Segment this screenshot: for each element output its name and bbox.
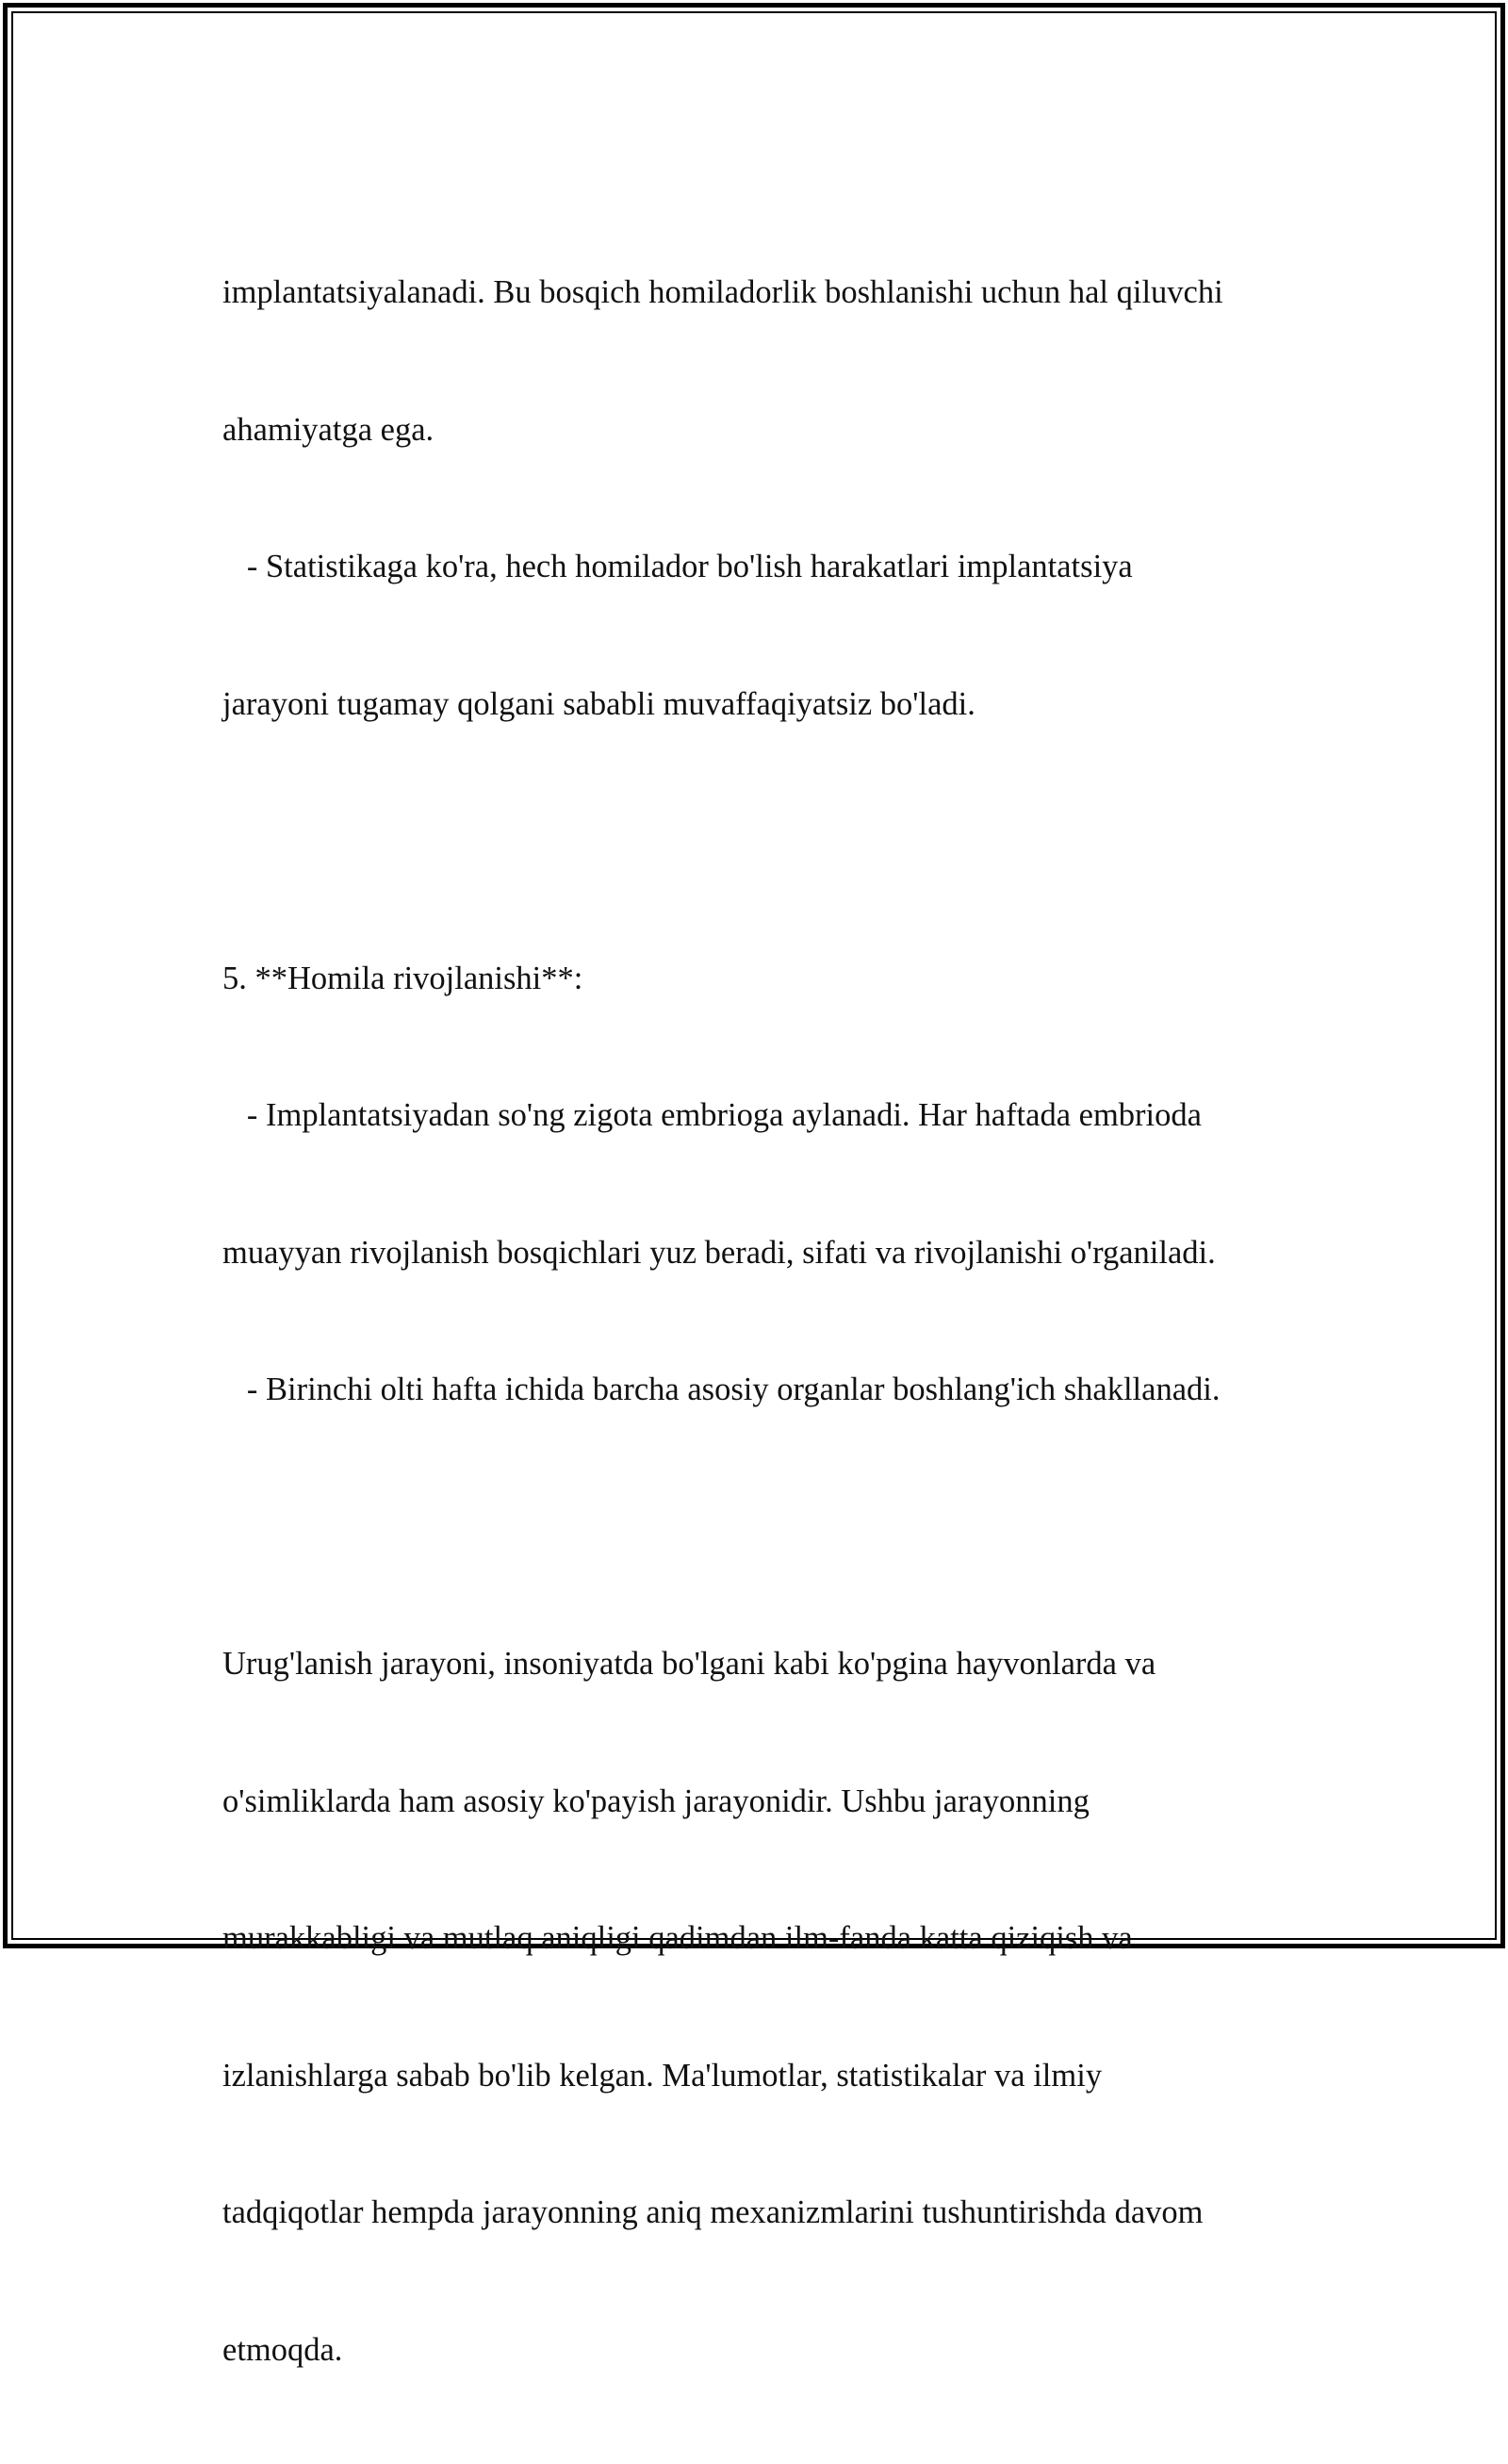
text-line: o'simliklarda ham asosiy ko'payish jarayonidir. Ushbu jarayonning (222, 1782, 1090, 1819)
text-line: murakkabligi va mutlaq aniqligi qadimdan ilm-fanda katta qiziqish va (222, 1920, 1133, 1956)
text-line: implantatsiyalanadi. Bu bosqich homiladorlik boshlanishi uchun hal qiluvchi (222, 274, 1223, 310)
text-line: jarayoni tugamay qolgani sababli muvaffaqiyatsiz bo'ladi. (222, 685, 975, 722)
text-line: izlanishlarga sabab bo'lib kelgan. Ma'lumotlar, statistikalar va ilmiy (222, 2057, 1103, 2094)
text-line: etmoqda. (222, 2331, 343, 2368)
section-fetal-development (222, 864, 1306, 1504)
text-line: ahamiyatga ega. (222, 411, 434, 448)
section-heading: 5. **Homila rivojlanishi**: (222, 960, 583, 996)
text-line: tadqiqotlar hempda jarayonning aniq mexanizmlarini tushuntirishda davom (222, 2194, 1204, 2230)
text-line: - Implantatsiyadan so'ng zigota embrioga aylanadi. Har haftada embrioda (222, 1097, 1202, 1133)
paragraph-conclusion (222, 1550, 1306, 2464)
document-body (222, 178, 1306, 2464)
paragraph-gap (222, 818, 1306, 864)
text-line: - Birinchi olti hafta ichida barcha asosiy organlar boshlang'ich shakllanadi. (222, 1372, 1221, 1407)
paragraph-gap (222, 1504, 1306, 1551)
paragraph-implantation (222, 178, 1306, 818)
text-line: Urug'lanish jarayoni, insoniyatda bo'lgani kabi ko'pgina hayvonlarda va (222, 1646, 1156, 1682)
text-line: - Statistikaga ko'ra, hech homilador bo'lish harakatlari implantatsiya (222, 549, 1133, 584)
text-line: muayyan rivojlanish bosqichlari yuz beradi, sifati va rivojlanishi o'rganiladi. (222, 1234, 1216, 1271)
